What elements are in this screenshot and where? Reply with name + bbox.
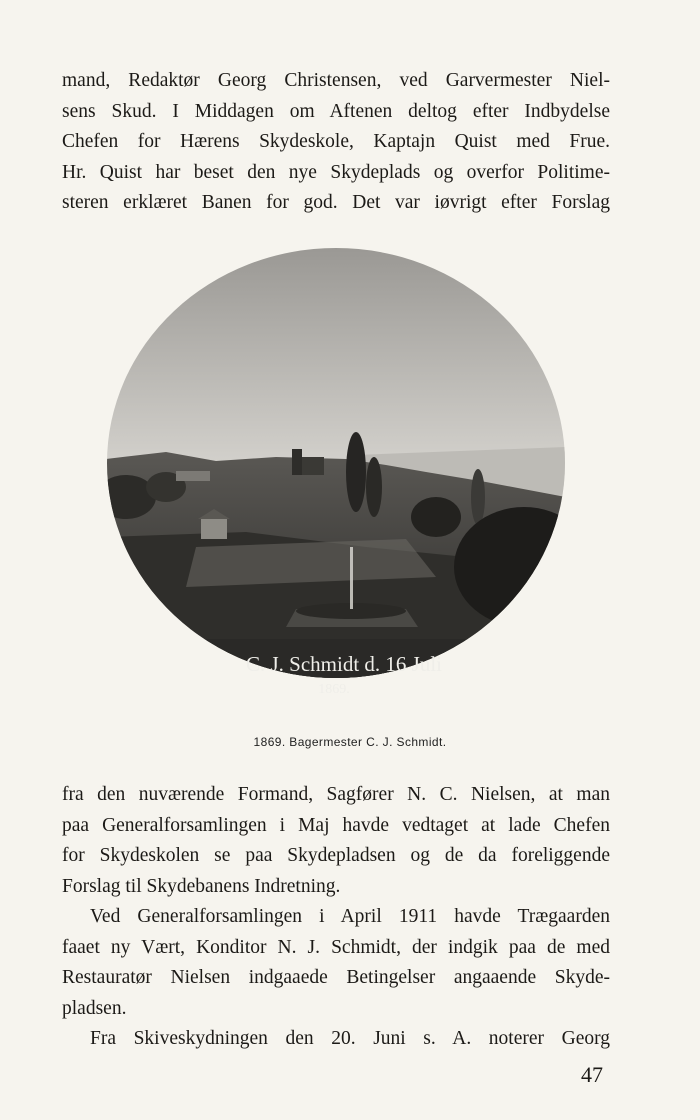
text-line: for Skydeskolen se paa Skydepladsen og de da foreliggende <box>62 845 610 866</box>
text-line: Restauratør Nielsen indgaaede Betingelser angaaende Skyde- <box>62 967 610 988</box>
landscape-image <box>106 247 566 697</box>
text-line: steren erklæret Banen for god. Det var iøvrigt efter Forslag <box>62 192 610 213</box>
text-line: fra den nuværende Formand, Sagfører N. C. Nielsen, at man <box>62 784 610 805</box>
text-line: Ved Generalforsamlingen i April 1911 havde Trægaarden <box>90 906 610 927</box>
text-line: pladsen. <box>62 997 127 1019</box>
painting-date: 1869. <box>318 682 350 697</box>
figure-caption: 1869. Bagermester C. J. Schmidt. <box>253 735 447 749</box>
text-line: mand, Redaktør Georg Christensen, ved Garvermester Niel- <box>62 70 610 91</box>
top-paragraph <box>62 66 610 219</box>
text-line: faaet ny Vært, Konditor N. J. Schmidt, der indgik paa de med <box>62 936 610 958</box>
page-number: 47 <box>581 1062 603 1087</box>
painting-signature: C. J. Schmidt d. 16 Juli <box>245 652 443 676</box>
text-line: paa Generalforsamlingen i Maj havde vedtaget at lade Chefen <box>62 814 610 836</box>
text-line: Chefen for Hærens Skydeskole, Kaptajn Quist med Frue. <box>62 131 610 152</box>
body-text <box>62 780 610 1055</box>
circular-painting <box>106 247 566 697</box>
text-line: Forslag til Skydebanens Indretning. <box>62 875 341 897</box>
text-line: Fra Skiveskydningen den 20. Juni s. A. noterer Georg <box>90 1028 610 1049</box>
text-line: Hr. Quist har beset den nye Skydeplads og overfor Politime- <box>62 161 610 183</box>
text-line: sens Skud. I Middagen om Aftenen deltog efter Indbydelse <box>62 100 610 122</box>
